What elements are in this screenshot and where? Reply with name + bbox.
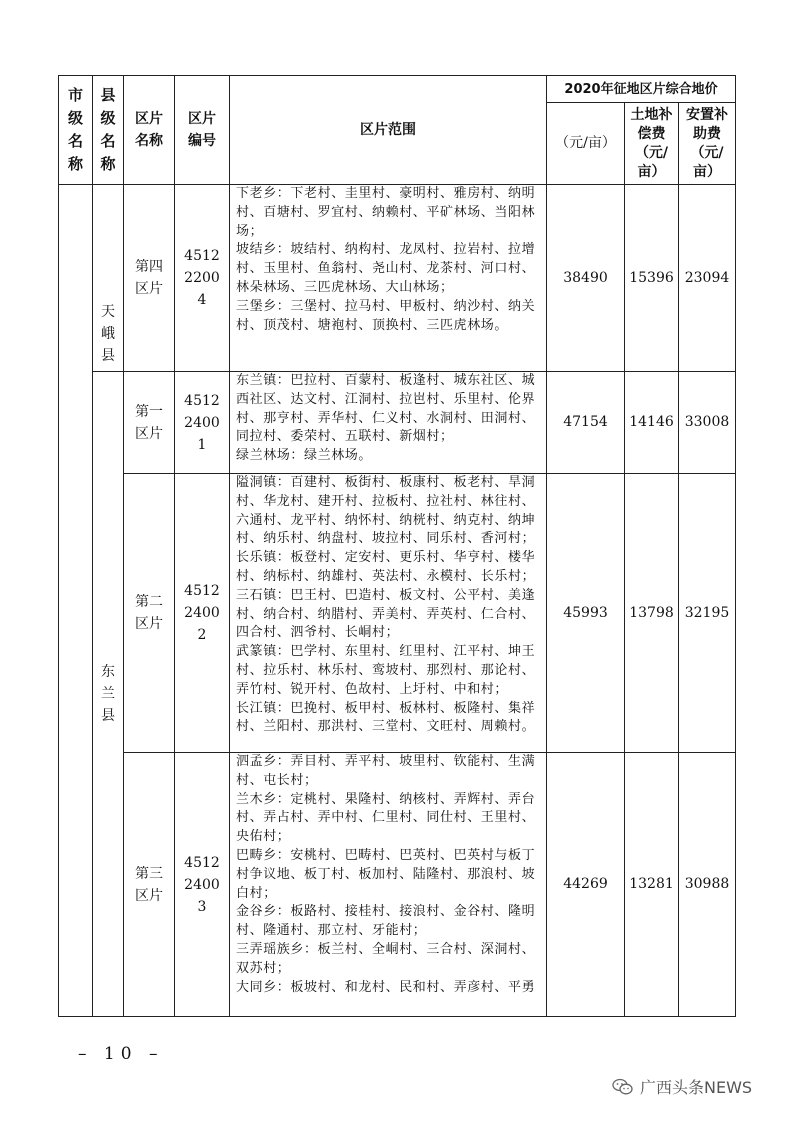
header-county: 县级名称: [93, 76, 124, 185]
zone-code-cell: 451224002: [175, 474, 230, 753]
page-number: – 10 –: [78, 1044, 164, 1064]
table-row: [59, 185, 736, 372]
header-zone-code: 区片编号: [175, 76, 230, 185]
watermark-text: 广西头条NEWS: [640, 1078, 753, 1097]
resettle-cell: 23094: [679, 185, 736, 372]
county-cell: 东兰县: [93, 372, 124, 1017]
price-cell: 38490: [547, 185, 625, 372]
zone-name-cell: 第三区片: [124, 753, 175, 1017]
header-city: 市级名称: [59, 76, 93, 185]
county-cell: 天峨县: [93, 185, 124, 372]
zone-scope-cell: 东兰镇：巴拉村、百蒙村、板逢村、城东社区、城西社区、达文村、江洞村、拉岜村、乐里村、伦界村、那亨村、弄华村、仁义村、水洞村、田洞村、同拉村、委荣村、五联村、新烟村； 绿兰林场：绿兰林场。: [230, 372, 547, 474]
header-unit: （元/亩）: [547, 103, 625, 185]
table-row: [59, 474, 736, 753]
resettle-cell: 33008: [679, 372, 736, 474]
land-comp-cell: 13281: [625, 753, 679, 1017]
table-row: [59, 372, 736, 474]
resettle-cell: 32195: [679, 474, 736, 753]
header-land-comp: 土地补偿费（元/亩）: [625, 103, 679, 185]
header-zone-name: 区片名称: [124, 76, 175, 185]
land-price-table: [58, 75, 736, 1017]
header-resettle: 安置补助费（元/亩）: [679, 103, 736, 185]
zone-scope-cell: 下老乡：下老村、圭里村、豪明村、雅房村、纳明村、百塘村、罗宜村、纳赖村、平矿林场、当阳林场； 坡结乡：坡结村、纳构村、龙凤村、拉岩村、拉增村、玉里村、鱼翁村、尧山村、龙茶村、河口村、林朵林场、三匹虎林场、大山林场； 三堡乡：三堡村、拉马村、甲板村、纳沙村、纳关村、顶茂村、塘袍村、顶换村、三匹虎林场。: [230, 185, 547, 372]
header-scope: 区片范围: [230, 76, 547, 185]
land-comp-cell: 13798: [625, 474, 679, 753]
table-row: [59, 753, 736, 1017]
price-cell: 45993: [547, 474, 625, 753]
zone-code-cell: 451224001: [175, 372, 230, 474]
price-cell: 44269: [547, 753, 625, 1017]
zone-name-cell: 第一区片: [124, 372, 175, 474]
land-comp-cell: 15396: [625, 185, 679, 372]
watermark: [612, 1075, 752, 1098]
zone-code-cell: 451222004: [175, 185, 230, 372]
zone-name-cell: 第四区片: [124, 185, 175, 372]
zone-code-cell: 451224003: [175, 753, 230, 1017]
header-price-group: 2020年征地区片综合地价: [547, 76, 736, 103]
zone-scope-cell: 泗孟乡：弄目村、弄平村、坡里村、钦能村、生满村、屯长村； 兰木乡：定桃村、果隆村、纳核村、弄辉村、弄台村、弄占村、弄中村、仁里村、同仕村、王里村、央佑村； 巴畴乡：安桃村、巴畴村、巴英村、巴英村与板丁村争议地、板丁村、板加村、陆隆村、那浪村、坡白村； 金谷乡：板路村、接桂村、接浪村、金谷村、隆明村、隆通村、那立村、牙能村； 三弄瑶族乡：板兰村、全峒村、三合村、深洞村、双苏村； 大同乡：板坡村、和龙村、民和村、弄彦村、平勇: [230, 753, 547, 1017]
resettle-cell: 30988: [679, 753, 736, 1017]
zone-name-cell: 第二区片: [124, 474, 175, 753]
city-cell: [59, 185, 93, 1017]
wechat-icon: [612, 1078, 634, 1096]
price-cell: 47154: [547, 372, 625, 474]
land-comp-cell: 14146: [625, 372, 679, 474]
zone-scope-cell: 隘洞镇：百建村、板街村、板康村、板老村、旱洞村、华龙村、建开村、拉板村、拉社村、林往村、六通村、龙平村、纳怀村、纳桄村、纳克村、纳坤村、纳乐村、纳盘村、坡拉村、同乐村、香河村； 长乐镇：板登村、定安村、更乐村、华亨村、楼华村、纳标村、纳雄村、英法村、永模村、长乐村； 三石镇：巴王村、巴造村、板文村、公平村、美逢村、纳合村、纳腊村、弄美村、弄英村、仁合村、四合村、泗爷村、长峒村； 武篆镇：巴学村、东里村、红里村、江平村、坤王村、拉乐村、林乐村、鸾坡村、那烈村、那论村、弄竹村、锐开村、色故村、上圩村、中和村； 长江镇：巴挽村、板甲村、板林村、板隆村、集祥村、兰阳村、那洪村、三堂村、文旺村、周赖村。: [230, 474, 547, 753]
